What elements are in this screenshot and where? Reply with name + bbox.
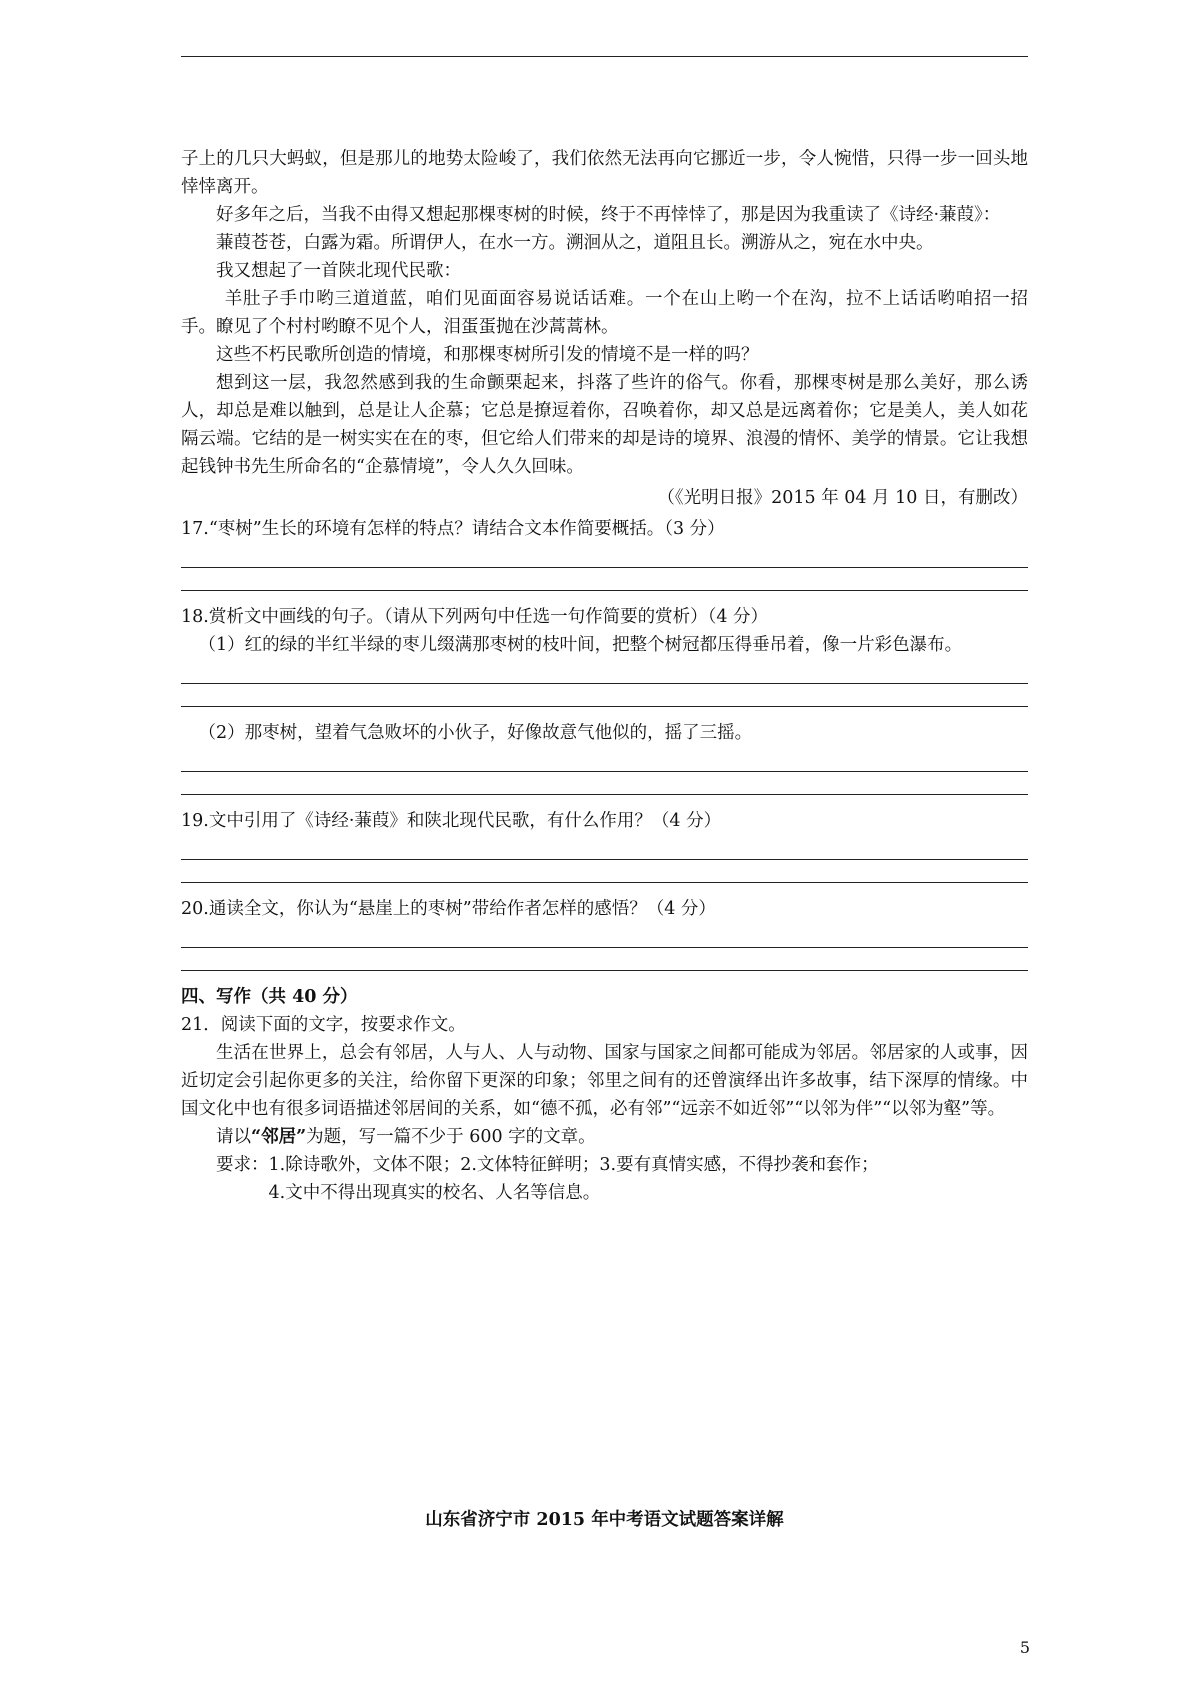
- question-19: 19.文中引用了《诗经·蒹葭》和陕北现代民歌，有什么作用？（4 分）: [181, 811, 722, 831]
- question-18: 18.赏析文中画线的句子。（请从下列两句中任选一句作简要的赏析）（4 分）: [181, 607, 769, 627]
- question-17: 17.“枣树”生长的环境有怎样的特点？请结合文本作简要概括。（3 分）: [181, 519, 725, 539]
- answer-section-title: 山东省济宁市 2015 年中考语文试题答案详解: [425, 1510, 784, 1530]
- passage-paragraph: 好多年之后，当我不由得又想起那棵枣树的时候，终于不再悻悻了，那是因为我重读了《诗经·蒹葭》：: [216, 205, 1001, 225]
- requirements-label: 要求：: [216, 1155, 269, 1175]
- answer-line[interactable]: [181, 567, 1028, 568]
- requirements-line: 1.除诗歌外，文体不限；2.文体特征鲜明；3.要有真情实感，不得抄袭和套作；: [268, 1155, 879, 1175]
- passage-paragraph: 子上的几只大蚂蚁，但是那儿的地势太险峻了，我们依然无法再向它挪近一步，令人惋惜，只得一步一回头地悻悻离开。: [181, 149, 1028, 197]
- writing-material: 生活在世界上，总会有邻居，人与人、人与动物、国家与国家之间都可能成为邻居。邻居家的人或事，因近切定会引起你更多的关注，给你留下更深的印象；邻里之间有的还曾演绎出许多故事，结下深厚的情缘。中国文化中也有很多词语描述邻居间的关系，如“德不孤，必有邻”“远亲不如近邻”“以邻为伴”“以邻为壑”等。: [181, 1043, 1028, 1119]
- requirements-body: [269, 1151, 1029, 1207]
- answer-line[interactable]: [181, 706, 1028, 707]
- prompt-topic: “邻居”: [251, 1127, 307, 1147]
- passage-paragraph: 想到这一层，我忽然感到我的生命颤栗起来，抖落了些许的俗气。你看，那棵枣树是那么美好，那么诱人，却总是难以触到，总是让人企慕；它总是撩逗着你，召唤着你，却又总是远离着你；它是美人，美人如花隔云端。它结的是一树实实在在的枣，但它给人们带来的却是诗的境界、浪漫的情怀、美学的情景。它让我想起钱钟书先生所命名的“企慕情境”，令人久久回味。: [181, 373, 1028, 477]
- section-title-writing: 四、写作（共 40 分）: [181, 987, 358, 1007]
- writing-prompt: [181, 1123, 1028, 1151]
- answer-line[interactable]: [181, 859, 1028, 860]
- answer-line[interactable]: [181, 947, 1028, 948]
- page-content: [181, 145, 1028, 1207]
- question-20: 20.通读全文，你认为“悬崖上的枣树”带给作者怎样的感悟？（4 分）: [181, 899, 716, 919]
- requirements-line: 4.文中不得出现真实的校名、人名等信息。: [268, 1183, 601, 1203]
- answer-line[interactable]: [181, 882, 1028, 883]
- passage-paragraph: 我又想起了一首陕北现代民歌：: [216, 261, 461, 281]
- passage-paragraph: 这些不朽民歌所创造的情境，和那棵枣树所引发的情境不是一样的吗？: [216, 345, 759, 365]
- answer-line[interactable]: [181, 970, 1028, 971]
- poem-quote: 蒹葭苍苍，白露为霜。所谓伊人，在水一方。溯洄从之，道阻且长。溯游从之，宛在水中央。: [216, 233, 934, 253]
- source-citation: （《光明日报》2015 年 04 月 10 日，有删改）: [657, 488, 1028, 508]
- page-number: 5: [1019, 1638, 1030, 1657]
- answer-line[interactable]: [181, 794, 1028, 795]
- question-18-option-2: （2）那枣树，望着气急败坏的小伙子，好像故意气他似的，摇了三摇。: [198, 723, 753, 743]
- question-21: 21．阅读下面的文字，按要求作文。: [181, 1015, 466, 1035]
- prompt-post: 为题，写一篇不少于 600 字的文章。: [306, 1127, 596, 1147]
- answer-line[interactable]: [181, 590, 1028, 591]
- folk-song-quote: 羊肚子手巾哟三道道蓝，咱们见面面容易说话话难。一个在山上哟一个在沟，拉不上话话哟咱招一招手。瞭见了个村村哟瞭不见个人，泪蛋蛋抛在沙蒿蒿林。: [181, 289, 1028, 337]
- header-rule: [181, 56, 1028, 57]
- prompt-pre: 请以: [216, 1127, 251, 1147]
- answer-line[interactable]: [181, 683, 1028, 684]
- question-18-option-1: （1）红的绿的半红半绿的枣儿缀满那枣树的枝叶间，把整个树冠都压得垂吊着，像一片彩色瀑布。: [198, 635, 963, 655]
- writing-requirements: [181, 1151, 1028, 1207]
- answer-line[interactable]: [181, 771, 1028, 772]
